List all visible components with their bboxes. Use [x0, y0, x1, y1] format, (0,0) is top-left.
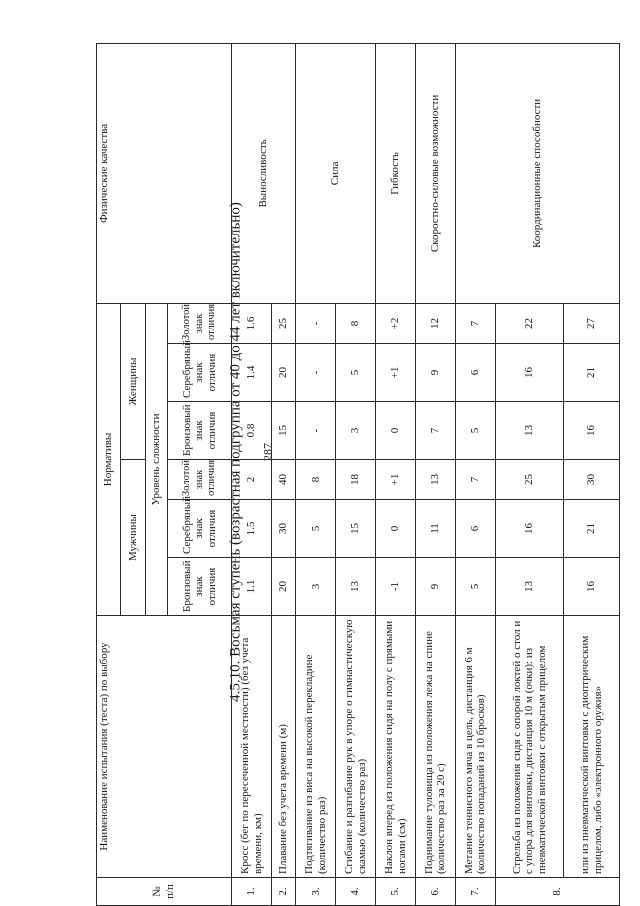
norms-table-container: [96, 44, 620, 906]
row-test-name: Поднимание туловища из положения лежа на спине (количество раз за 20 с): [416, 616, 456, 878]
women-gold-value: 12: [416, 303, 456, 343]
women-silver-value: 16: [495, 344, 564, 402]
men-bronze-value: 13: [495, 558, 564, 616]
row-test-name: Сгибание и разгибание рук в упоре о гимнастическую скамью (количество раз): [336, 616, 376, 878]
header-men-bronze: Бронзовый знак отличия: [167, 558, 231, 616]
row-test-name: Метание теннисного мяча в цель, дистанция 6 м (количество попаданий из 10 бросков): [455, 616, 495, 878]
norms-table: [96, 43, 620, 906]
women-gold-value: 27: [564, 303, 620, 343]
men-silver-value: 15: [336, 500, 376, 558]
women-gold-value: 22: [495, 303, 564, 343]
women-gold-value: -: [296, 303, 336, 343]
men-gold-value: 30: [564, 460, 620, 500]
men-silver-value: 16: [495, 500, 564, 558]
men-gold-value: 2: [232, 460, 272, 500]
page-heading: 4.5.10. Восьмая ступень (возрастная подгруппа от 40 до 44 лет включительно): [227, 202, 244, 702]
women-silver-value: 1.4: [232, 344, 272, 402]
men-bronze-value: 16: [564, 558, 620, 616]
men-bronze-value: 5: [455, 558, 495, 616]
physical-quality: Сила: [296, 43, 376, 303]
row-test-name: Стрельба из положения сидя с опорой локтей о стол и с упора для винтовки, дистанция 10 м (очки): из пневматической винтовки с открытым прицелом: [495, 616, 564, 878]
women-gold-value: +2: [376, 303, 416, 343]
women-silver-value: 21: [564, 344, 620, 402]
men-bronze-value: 1.1: [232, 558, 272, 616]
row-num: 5.: [376, 878, 416, 906]
women-bronze-value: 15: [272, 402, 296, 460]
women-bronze-value: 3: [336, 402, 376, 460]
table-row: [296, 43, 336, 905]
header-women-silver: Серебряный знак отличия: [167, 344, 231, 402]
physical-quality: Выносливость: [232, 43, 296, 303]
women-gold-value: 7: [455, 303, 495, 343]
women-silver-value: +1: [376, 344, 416, 402]
row-num: 1.: [232, 878, 272, 906]
men-silver-value: 30: [272, 500, 296, 558]
row-num: 7.: [455, 878, 495, 906]
physical-quality: Координационные способности: [455, 43, 619, 303]
men-silver-value: 11: [416, 500, 456, 558]
men-silver-value: 6: [455, 500, 495, 558]
row-num: 2.: [272, 878, 296, 906]
header-men-silver: Серебряный знак отличия: [167, 500, 231, 558]
men-gold-value: 7: [455, 460, 495, 500]
header-test-name: Наименование испытания (теста) по выбору: [97, 616, 232, 878]
table-row: [232, 43, 272, 905]
header-men-gold: Золотой знак отличия: [167, 460, 231, 500]
table-row: [416, 43, 456, 905]
men-silver-value: 0: [376, 500, 416, 558]
women-silver-value: 20: [272, 344, 296, 402]
header-level: Уровень сложности: [145, 303, 167, 615]
row-num: 6.: [416, 878, 456, 906]
men-bronze-value: -1: [376, 558, 416, 616]
physical-quality: Скоростно-силовые возможности: [416, 43, 456, 303]
men-silver-value: 5: [296, 500, 336, 558]
header-num: № п/п: [97, 878, 232, 906]
women-silver-value: 5: [336, 344, 376, 402]
women-gold-value: 8: [336, 303, 376, 343]
men-gold-value: 25: [495, 460, 564, 500]
table-row: [376, 43, 416, 905]
header-physical-quality: Физические качества: [97, 43, 232, 303]
women-bronze-value: 13: [495, 402, 564, 460]
physical-quality: Гибкость: [376, 43, 416, 303]
women-silver-value: -: [296, 344, 336, 402]
women-silver-value: 6: [455, 344, 495, 402]
header-women-gold: Золотой знак отличия: [167, 303, 231, 343]
row-num: 4.: [336, 878, 376, 906]
women-bronze-value: 0: [376, 402, 416, 460]
men-gold-value: 40: [272, 460, 296, 500]
page-number: 287: [260, 443, 275, 461]
header-men: Мужчины: [121, 460, 145, 616]
row-test-name: Плавание без учета времени (м): [272, 616, 296, 878]
header-women: Женщины: [121, 303, 145, 459]
women-bronze-value: 0.8: [232, 402, 272, 460]
header-women-bronze: Бронзовый знак отличия: [167, 402, 231, 460]
men-gold-value: 13: [416, 460, 456, 500]
row-test-name: Наклон вперед из положения сидя на полу с прямыми ногами (см): [376, 616, 416, 878]
women-bronze-value: 7: [416, 402, 456, 460]
header-norms: Нормативы: [97, 303, 121, 615]
men-bronze-value: 3: [296, 558, 336, 616]
women-silver-value: 9: [416, 344, 456, 402]
women-bronze-value: 5: [455, 402, 495, 460]
men-gold-value: 18: [336, 460, 376, 500]
row-test-name: или из пневматической винтовки с диоптрическим прицелом, либо «электронного оружия»: [564, 616, 620, 878]
women-bronze-value: -: [296, 402, 336, 460]
table-row: [455, 43, 495, 905]
women-bronze-value: 16: [564, 402, 620, 460]
men-bronze-value: 20: [272, 558, 296, 616]
men-silver-value: 21: [564, 500, 620, 558]
men-silver-value: 1.5: [232, 500, 272, 558]
men-bronze-value: 13: [336, 558, 376, 616]
row-test-name: Кросс (бег по пересеченной местности) (без учета времени, км): [232, 616, 272, 878]
men-gold-value: 8: [296, 460, 336, 500]
row-num: 8.: [495, 878, 619, 906]
women-gold-value: 1.6: [232, 303, 272, 343]
men-bronze-value: 9: [416, 558, 456, 616]
row-num: 3.: [296, 878, 336, 906]
men-gold-value: +1: [376, 460, 416, 500]
row-test-name: Подтягивание из виса на высокой перекладине (количество раз): [296, 616, 336, 878]
women-gold-value: 25: [272, 303, 296, 343]
